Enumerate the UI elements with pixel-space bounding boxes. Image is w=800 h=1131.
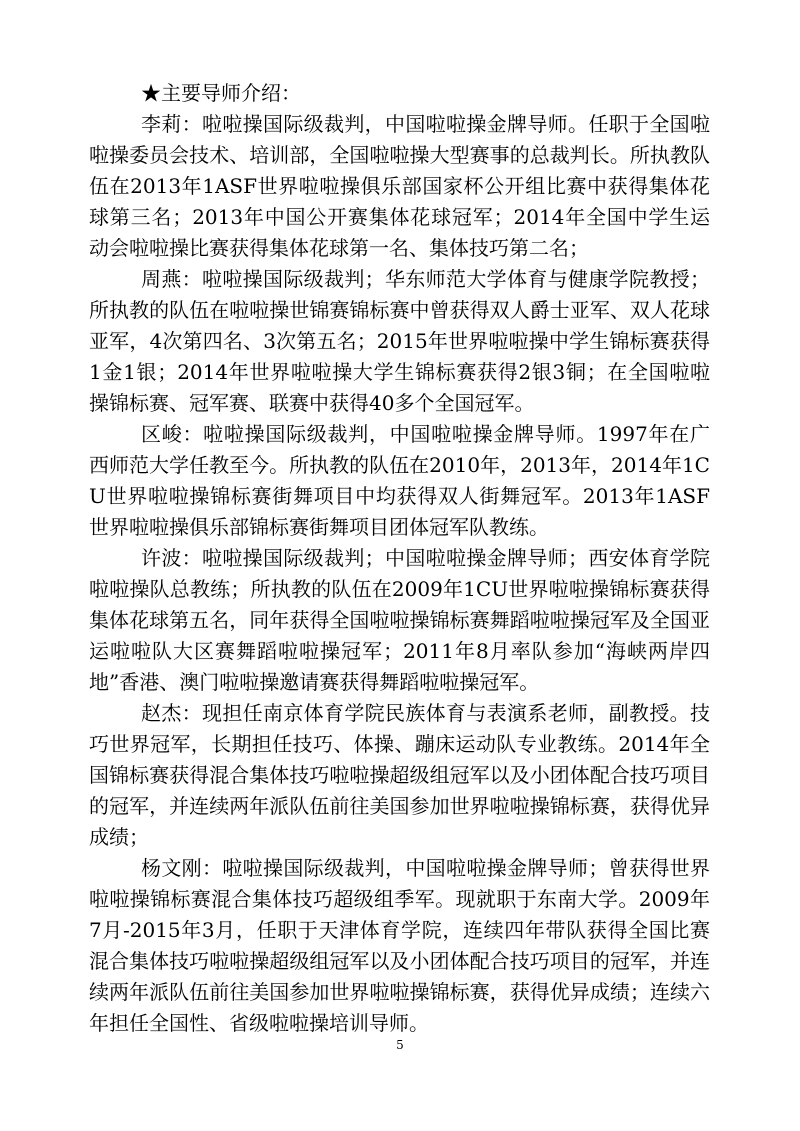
mentor-paragraph-ou-jun: 区峻：啦啦操国际级裁判，中国啦啦操金牌导师。1997年在广西师范大学任教至今。所执教的队伍在2010年，2013年，2014年1CU世界啦啦操锦标赛街舞项目中均获得双人街舞冠军。2013年1ASF世界啦啦操俱乐部锦标赛街舞项目团体冠军队教练。 (89, 422, 710, 539)
mentor-paragraph-zhou-yan: 周燕：啦啦操国际级裁判；华东师范大学体育与健康学院教授；所执教的队伍在啦啦操世锦赛锦标赛中曾获得双人爵士亚军、双人花球亚军，4次第四名、3次第五名；2015年世界啦啦操中学生锦标赛获得1金1银；2014年世界啦啦操大学生锦标赛获得2银3铜；在全国啦啦操锦标赛、冠军赛、联赛中获得40多个全国冠军。 (89, 267, 710, 415)
page-number: 5 (396, 1038, 404, 1052)
mentor-introduction-section (89, 78, 710, 1039)
section-heading: ★主要导师介绍： (141, 81, 301, 105)
mentor-paragraph-xu-bo: 许波：啦啦操国际级裁判；中国啦啦操金牌导师；西安体育学院啦啦操队总教练；所执教的队伍在2009年1CU世界啦啦操锦标赛获得集体花球第五名，同年获得全国啦啦操锦标赛舞蹈啦啦操冠军及全国亚运啦啦队大区赛舞蹈啦啦操冠军；2011年8月率队参加“海峡两岸四地”香港、澳门啦啦操邀请赛获得舞蹈啦啦操冠军。 (89, 546, 710, 694)
mentor-paragraph-zhao-jie: 赵杰：现担任南京体育学院民族体育与表演系老师，副教授。技巧世界冠军，长期担任技巧、体操、蹦床运动队专业教练。2014年全国锦标赛获得混合集体技巧啦啦操超级组冠军以及小团体配合技巧项目的冠军，并连续两年派队伍前往美国参加世界啦啦操锦标赛，获得优异成绩； (89, 701, 710, 849)
mentor-paragraph-li-li: 李莉：啦啦操国际级裁判，中国啦啦操金牌导师。任职于全国啦啦操委员会技术、培训部，全国啦啦操大型赛事的总裁判长。所执教队伍在2013年1ASF世界啦啦操俱乐部国家杯公开组比赛中获得集体花球第三名；2013年中国公开赛集体花球冠军；2014年全国中学生运动会啦啦操比赛获得集体花球第一名、集体技巧第二名； (89, 112, 710, 260)
mentor-paragraph-yang-wengang: 杨文刚：啦啦操国际级裁判，中国啦啦操金牌导师；曾获得世界啦啦操锦标赛混合集体技巧超级组季军。现就职于东南大学。2009年7月-2015年3月，任职于天津体育学院，连续四年带队获得全国比赛混合集体技巧啦啦操超级组冠军以及小团体配合技巧项目的冠军，并连续两年派队伍前往美国参加世界啦啦操锦标赛，获得优异成绩；连续六年担任全国性、省级啦啦操培训导师。 (89, 856, 710, 1035)
